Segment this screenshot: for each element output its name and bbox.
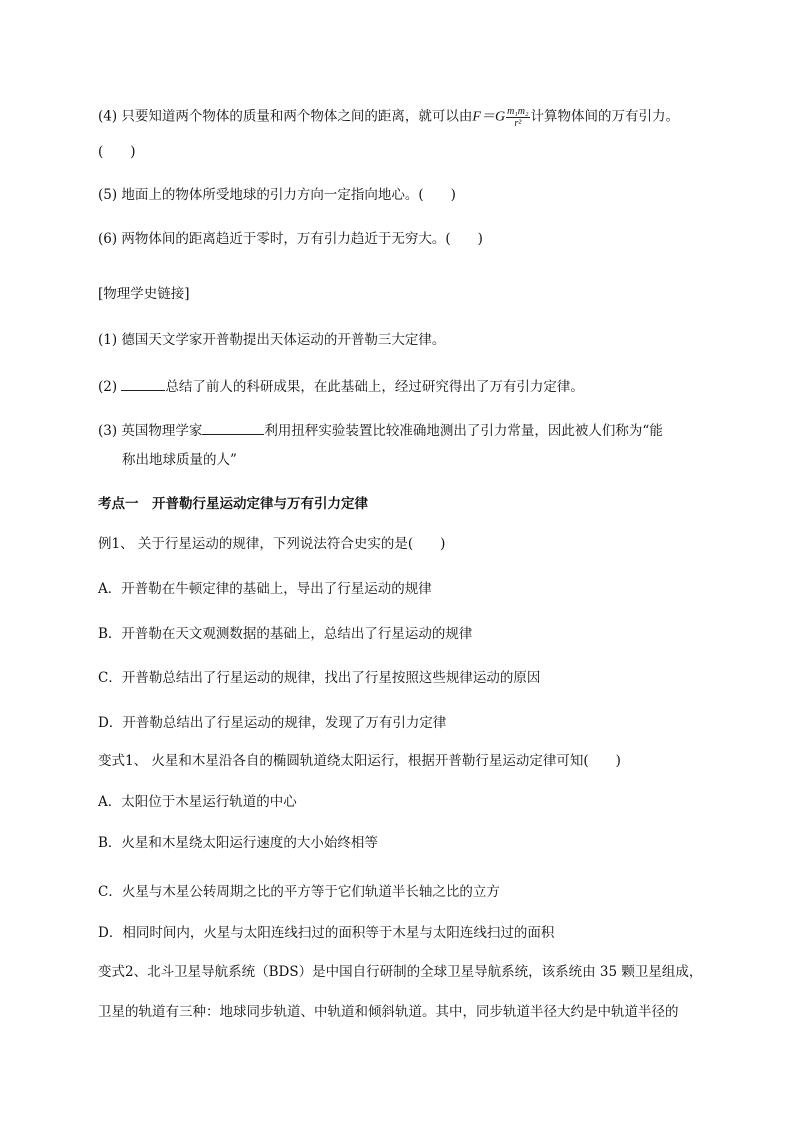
history-item-1: (1) 德国天文学家开普勒提出天体运动的开普勒三大定律。 — [98, 332, 446, 348]
fill-blank[interactable] — [202, 419, 264, 435]
question-4-answer-paren: ( ) — [98, 144, 136, 160]
question-4 — [98, 106, 679, 129]
history-item-3-continued: 称出地球质量的人” — [122, 452, 237, 468]
fill-blank[interactable] — [121, 375, 165, 391]
section-title: 考点一 开普勒行星运动定律与万有引力定律 — [98, 496, 368, 512]
variant-1-option-b: B．火星和木星绕太阳运行速度的大小始终相等 — [98, 835, 378, 851]
variant-1-stem: 变式1、 火星和木星沿各自的椭圆轨道绕太阳运行，根据开普勒行星运动定律可知( ) — [98, 753, 621, 769]
question-4-text: (4) 只要知道两个物体的质量和两个物体之间的距离，就可以由 — [98, 108, 473, 125]
example-1-option-c: C．开普勒总结出了行星运动的规律，找出了行星按照这些规律运动的原因 — [98, 670, 541, 686]
formula-denominator: r² — [514, 118, 522, 129]
variant-2-line-1: 变式2、北斗卫星导航系统（BDS）是中国自行研制的全球卫星导航系统，该系统由 35 颗卫星组成， — [98, 964, 703, 980]
variant-1-option-c: C．火星与木星公转周期之比的平方等于它们轨道半长轴之比的立方 — [98, 884, 500, 900]
variant-1-option-d: D．相同时间内，火星与太阳连线扫过的面积等于木星与太阳连线扫过的面积 — [98, 925, 555, 941]
gravitation-formula: F＝G $\frac{\text{m₁m₂}}{\text{r²}}$ — [472, 106, 529, 129]
example-1-option-d: D．开普勒总结出了行星运动的规律，发现了万有引力定律 — [98, 715, 447, 731]
question-5: (5) 地面上的物体所受地球的引力方向一定指向地心。( ) — [98, 187, 456, 203]
variant-1-option-a: A．太阳位于木星运行轨道的中心 — [98, 794, 297, 810]
example-1-option-a: A．开普勒在牛顿定律的基础上，导出了行星运动的规律 — [98, 581, 432, 597]
question-6: (6) 两物体间的距离趋近于零时，万有引力趋近于无穷大。( ) — [98, 231, 483, 247]
variant-2-line-2: 卫星的轨道有三种：地球同步轨道、中轨道和倾斜轨道。其中，同步轨道半径大约是中轨道半径的 — [98, 1004, 679, 1020]
example-1-stem: 例1、 关于行星运动的规律，下列说法符合史实的是( ) — [98, 536, 446, 552]
formula-fraction — [506, 106, 529, 129]
question-4-suffix: 计算物体间的万有引力。 — [530, 108, 679, 125]
history-item-2: (2) 总结了前人的科研成果，在此基础上，经过研究得出了万有引力定律。 — [98, 375, 584, 397]
history-item-3: (3) 英国物理学家 利用扭秤实验装置比较准确地测出了引力常量，因此被人们称为“能 — [98, 419, 663, 441]
example-1-option-b: B．开普勒在天文观测数据的基础上，总结出了行星运动的规律 — [98, 626, 473, 642]
history-header: [物理学史链接] — [98, 286, 190, 302]
formula-numerator: m₁m₂ — [507, 106, 529, 117]
